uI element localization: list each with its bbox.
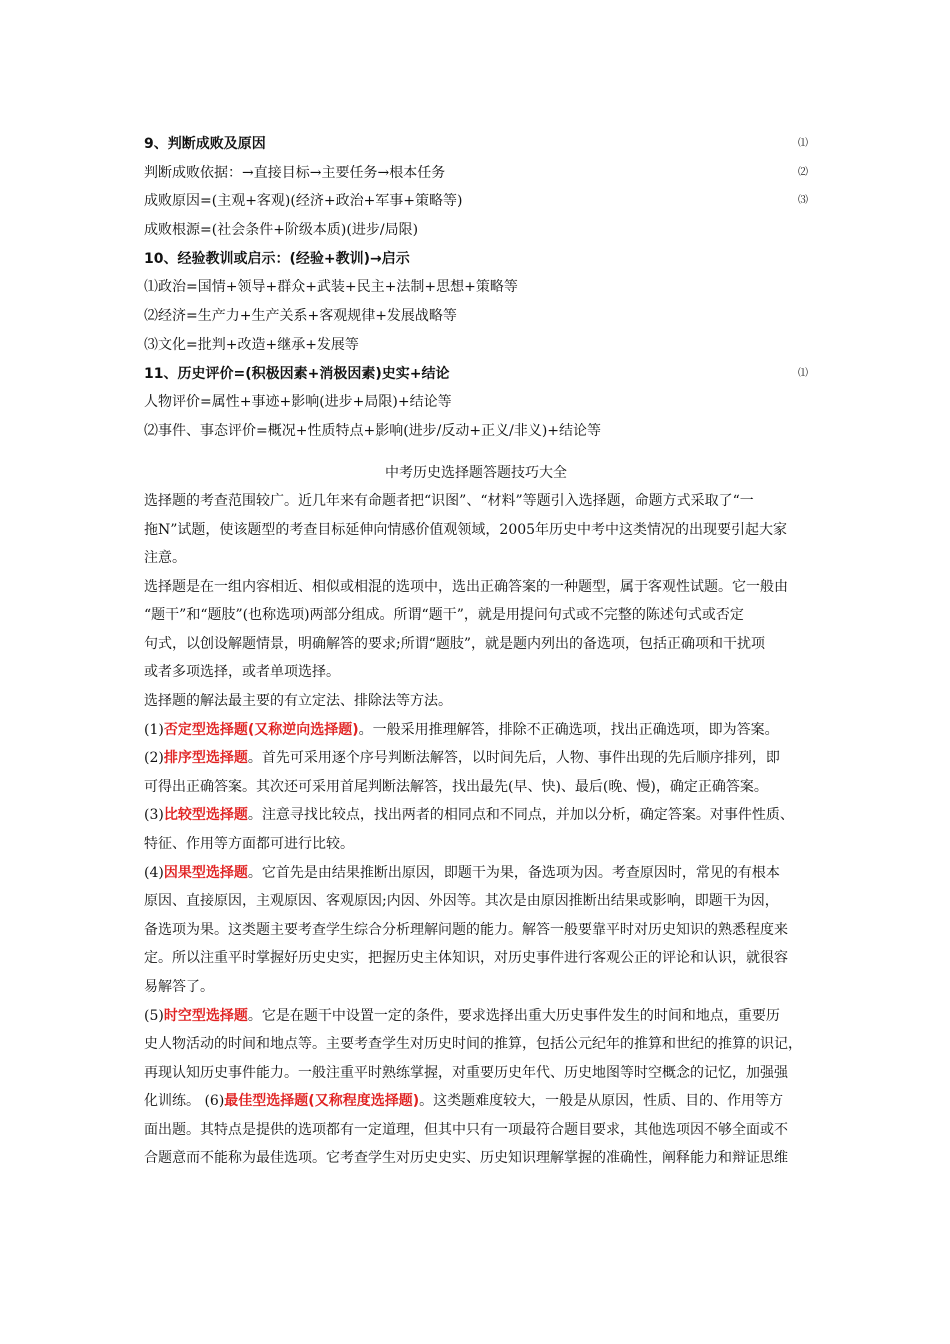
type-5-continuation: 史人物活动的时间和地点等。主要考查学生对历史时间的推算，包括公元纪年的推算和世纪的推算的识记，	[144, 1036, 802, 1052]
type-5-tail: 化训练。	[144, 1093, 205, 1109]
type-4-term: 因果型选择题	[163, 865, 248, 881]
section-9-line-3: 成败根源=(社会条件+阶级本质)(进步/局限)	[144, 222, 419, 238]
type-1-term: 否定型选择题(又称逆向选择题)	[163, 722, 359, 738]
type-1-text: 。一般采用推理解答，排除不正确选项，找出正确选项，即为答案。	[358, 722, 779, 738]
section-11-heading: 11、历史评价=(积极因素+消极因素)史实+结论	[144, 366, 450, 382]
type-6-text: 。这类题难度较大，一般是从原因，性质、目的、作用等方	[419, 1093, 784, 1109]
item-number: (1)	[144, 722, 164, 738]
type-1-line	[144, 720, 808, 740]
article-title: 中考历史选择题答题技巧大全	[385, 465, 567, 481]
type-5-text: 。它是在题干中设置一定的条件，要求选择出重大历史事件发生的时间和地点，重要历	[247, 1008, 780, 1024]
item-number: (3)	[144, 807, 164, 823]
type-2-text: 。首先可采用逐个序号判断法解答，以时间先后，人物、事件出现的先后顺序排列，即	[247, 750, 780, 766]
section-9-line-1: 判断成败依据：→直接目标→主要任务→根本任务	[144, 165, 446, 181]
section-10-heading: 10、经验教训或启示：(经验+教训)→启示	[144, 251, 410, 267]
type-4-text: 。它首先是由结果推断出原因，即题干为果，备选项为因。考查原因时，常见的有根本	[247, 865, 780, 881]
paragraph-1-line: 拖N”试题，使该题型的考查目标延伸向情感价值观领域，2005年历史中考中这类情况的出现要引起大家	[144, 522, 788, 538]
item-number: (5)	[144, 1008, 164, 1024]
section-11-line-2: ⑵事件、事态评价=概况+性质特点+影响(进步/反动+正义/非义)+结论等	[144, 423, 602, 439]
item-number: (6)	[204, 1093, 225, 1109]
type-3-text: 。注意寻找比较点，找出两者的相同点和不同点，并加以分析，确定答案。对事件性质、	[247, 807, 794, 823]
type-4-continuation: 备选项为果。这类题主要考查学生综合分析理解问题的能力。解答一般要靠平时对历史知识的熟悉程度来	[144, 922, 788, 938]
margin-marker: ⑴	[798, 368, 808, 379]
item-number: (2)	[144, 750, 164, 766]
margin-marker: ⑵	[798, 167, 808, 178]
paragraph-2-line: 选择题是在一组内容相近、相似或相混的选项中，选出正确答案的一种题型，属于客观性试题。它一般由	[144, 579, 788, 595]
section-9-line-2: 成败原因=(主观+客观)(经济+政治+军事+策略等)	[144, 193, 463, 209]
type-3-continuation: 特征、作用等方面都可进行比较。	[144, 836, 354, 852]
section-9-heading: 9、判断成败及原因	[144, 136, 266, 152]
type-2-continuation: 可得出正确答案。其次还可采用首尾判断法解答，找出最先(早、快)、最后(晚、慢)，确定正确答案。	[144, 779, 768, 795]
type-4-continuation: 定。所以注重平时掌握好历史史实，把握历史主体知识，对历史事件进行客观公正的评论和认识，就很容	[144, 950, 788, 966]
section-10-line-1: ⑴政治=国情+领导+群众+武装+民主+法制+思想+策略等	[144, 279, 518, 295]
margin-marker: ⑶	[798, 195, 808, 206]
margin-marker: ⑴	[798, 138, 808, 149]
paragraph-2-line: 句式，以创设解题情景，明确解答的要求;所谓“题肢”，就是题内列出的备选项，包括正确项和干扰项	[144, 636, 766, 652]
type-5-line	[144, 1006, 808, 1026]
paragraph-3-line: 选择题的解法最主要的有立定法、排除法等方法。	[144, 693, 452, 709]
section-10-line-2: ⑵经济=生产力+生产关系+客观规律+发展战略等	[144, 308, 457, 324]
type-2-term: 排序型选择题	[163, 750, 248, 766]
type-4-line	[144, 863, 808, 883]
type-6-line	[144, 1091, 808, 1111]
type-4-continuation: 易解答了。	[144, 979, 214, 995]
type-3-term: 比较型选择题	[163, 807, 248, 823]
type-5-term: 时空型选择题	[163, 1008, 248, 1024]
section-11-line-1: 人物评价=属性+事迹+影响(进步+局限)+结论等	[144, 394, 452, 410]
type-3-line	[144, 805, 808, 825]
paragraph-1-line: 注意。	[144, 550, 186, 566]
type-2-line	[144, 748, 808, 768]
paragraph-2-line: 或者多项选择，或者单项选择。	[144, 664, 340, 680]
type-6-continuation: 面出题。其特点是提供的选项都有一定道理，但其中只有一项最符合题目要求，其他选项因不够全面或不	[144, 1122, 788, 1138]
type-6-term: 最佳型选择题(又称程度选择题)	[224, 1093, 420, 1109]
item-number: (4)	[144, 865, 164, 881]
type-4-continuation: 原因、直接原因，主观原因、客观原因;内因、外因等。其次是由原因推断出结果或影响，即题干为因，	[144, 893, 779, 909]
type-6-continuation: 合题意而不能称为最佳选项。它考查学生对历史史实、历史知识理解掌握的准确性，阐释能力和辩证思维	[144, 1150, 788, 1166]
type-5-continuation: 再现认知历史事件能力。一般注重平时熟练掌握，对重要历史年代、历史地图等时空概念的记忆，加强强	[144, 1065, 788, 1081]
paragraph-2-line: “题干”和“题肢”(也称选项)两部分组成。所谓“题干”，就是用提问句式或不完整的陈述句式或否定	[144, 607, 744, 623]
paragraph-1-line: 选择题的考查范围较广。近几年来有命题者把“识图”、“材料”等题引入选择题，命题方式采取了“一	[144, 493, 754, 509]
section-10-line-3: ⑶文化=批判+改造+继承+发展等	[144, 337, 359, 353]
